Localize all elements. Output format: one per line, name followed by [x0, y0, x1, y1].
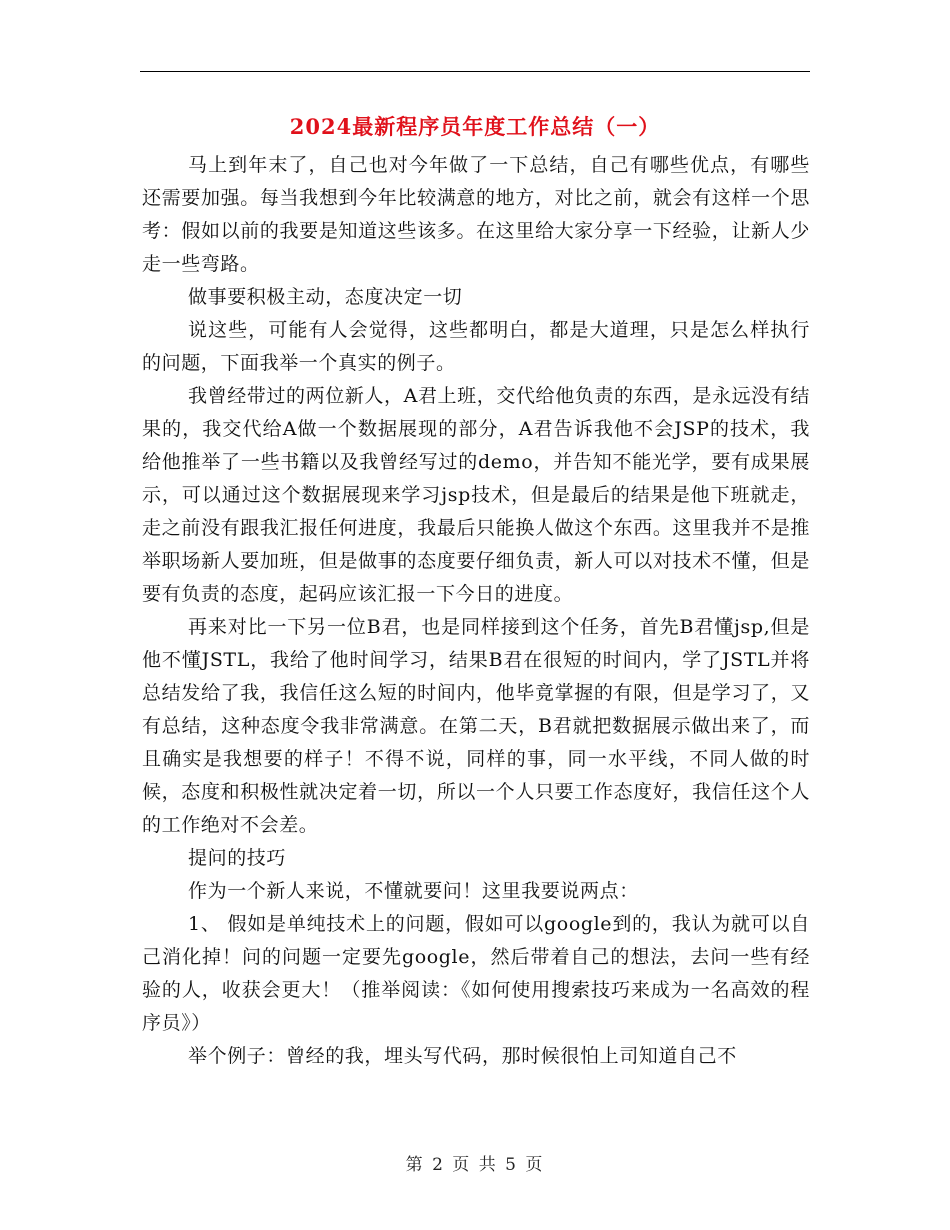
section-heading-questions: 提问的技巧	[188, 847, 287, 869]
paragraph-intro: 马上到年末了，自己也对今年做了一下总结，自己有哪些优点，有哪些还需要加强。每当我想到今年比较满意的地方，对比之前，就会有这样一个思考：假如以前的我要是知道这些该多。在这里给大家分享一下经验，让新人少走一些弯路。	[142, 154, 810, 275]
paragraph-attitude-intro: 说这些，可能有人会觉得，这些都明白，都是大道理，只是怎么样执行的问题，下面我举一个真实的例子。	[142, 319, 810, 374]
document-title: 2024最新程序员年度工作总结（一）	[289, 114, 661, 139]
paragraph-questions-intro: 作为一个新人来说，不懂就要问！这里我要说两点：	[188, 880, 639, 902]
header-rule	[140, 71, 810, 72]
page-number-footer: 第 2 页 共 5 页	[405, 1155, 545, 1175]
document-body	[142, 149, 810, 1073]
section-heading-attitude: 做事要积极主动，态度决定一切	[188, 286, 463, 308]
list-item-1: 1、 假如是单纯技术上的问题，假如可以google到的，我认为就可以自己消化掉！问的问题一定要先google，然后带着自己的想法，去问一些有经验的人，收获会更大！（推举阅读：《如何使用搜索技巧来成为一名高效的程序员》）	[142, 913, 810, 1034]
paragraph-example-b: 再来对比一下另一位B君，也是同样接到这个任务，首先B君懂jsp,但是他不懂JSTL，我给了他时间学习，结果B君在很短的时间内，学了JSTL并将总结发给了我，我信任这么短的时间内，他毕竟掌握的有限，但是学习了，又有总结，这种态度令我非常满意。在第二天，B君就把数据展示做出来了，而且确实是我想要的样子！不得不说，同样的事，同一水平线，不同人做的时候，态度和积极性就决定着一切，所以一个人只要工作态度好，我信任这个人的工作绝对不会差。	[142, 616, 810, 836]
paragraph-example-a: 我曾经带过的两位新人，A君上班，交代给他负责的东西，是永远没有结果的，我交代给A做一个数据展现的部分，A君告诉我他不会JSP的技术，我给他推举了一些书籍以及我曾经写过的demo，并告知不能光学，要有成果展示，可以通过这个数据展现来学习jsp技术，但是最后的结果是他下班就走，走之前没有跟我汇报任何进度，我最后只能换人做这个东西。这里我并不是推举职场新人要加班，但是做事的态度要仔细负责，新人可以对技术不懂，但是要有负责的态度，起码应该汇报一下今日的进度。	[142, 385, 810, 605]
paragraph-example-self: 举个例子：曾经的我，埋头写代码，那时候很怕上司知道自己不	[188, 1045, 737, 1067]
